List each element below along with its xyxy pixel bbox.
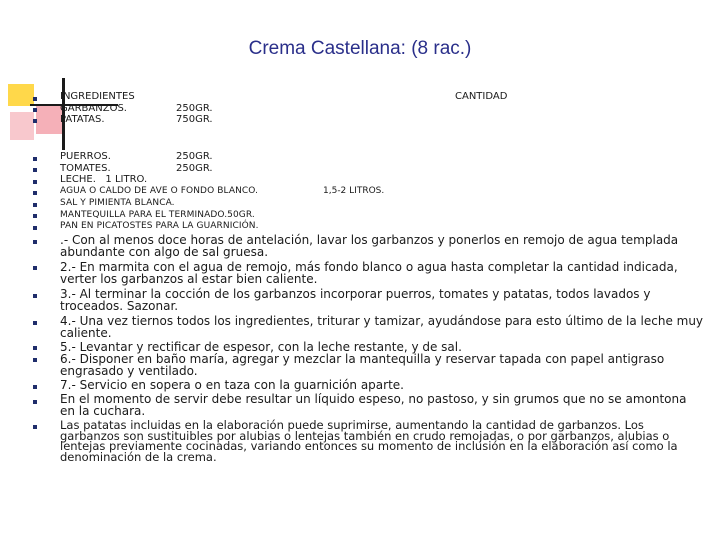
ingredient-qty: 750GR. xyxy=(176,114,213,125)
ingredient-name: PUERROS. xyxy=(60,151,111,162)
step-text: 4.- Una vez tiernos todos los ingredientes, triturar y tamizar, ayudándose para esto último de la leche muy caliente. xyxy=(60,314,704,340)
bullet-icon xyxy=(33,157,37,161)
bullet-icon xyxy=(33,203,37,207)
step-text: 6.- Disponer en baño maría, agregar y mezclar la mantequilla y reservar tapada con papel antigraso engrasado y ventilado. xyxy=(60,352,665,378)
document-title: Crema Castellana: (8 rac.) xyxy=(248,38,472,59)
bullet-icon xyxy=(33,97,37,101)
ingredient-name: AGUA O CALDO DE AVE O FONDO BLANCO. xyxy=(60,186,259,196)
bullet-icon xyxy=(33,346,37,350)
bullet-icon xyxy=(33,108,37,112)
bullet-icon xyxy=(33,119,37,123)
bullet-icon xyxy=(33,358,37,362)
quantity-header: CANTIDAD xyxy=(455,91,508,102)
step-text: 2.- En marmita con el agua de remojo, más fondo blanco o agua hasta completar la cantidad indicada, verter los garbanzos al estar bien caliente. xyxy=(60,260,678,286)
ingredient-qty: 250GR. xyxy=(176,163,213,174)
ingredient-qty: 1,5-2 LITROS. xyxy=(323,186,385,196)
bullet-icon xyxy=(33,294,37,298)
step-text: .- Con al menos doce horas de antelación, lavar los garbanzos y ponerlos en remojo de agua templada abundante con algo de sal gruesa. xyxy=(60,233,679,259)
step-text: 3.- Al terminar la cocción de los garbanzos incorporar puerros, tomates y patatas, todos lavados y troceados. Sazonar. xyxy=(60,287,651,313)
ingredient-name: PAN EN PICATOSTES PARA LA GUARNICIÓN. xyxy=(60,221,259,231)
bullet-icon xyxy=(33,400,37,404)
bullet-icon xyxy=(33,191,37,195)
decorative-square-yellow xyxy=(8,84,34,106)
ingredient-name: SAL Y PIMIENTA BLANCA. xyxy=(60,198,175,208)
bullet-icon xyxy=(33,385,37,389)
bullet-icon xyxy=(33,240,37,244)
bullet-icon xyxy=(33,226,37,230)
step-text: En el momento de servir debe resultar un líquido espeso, no pastoso, y sin grumos que no se amontona en la cuchara. xyxy=(60,392,687,418)
ingredient-name: TOMATES. xyxy=(60,163,111,174)
bullet-icon xyxy=(33,214,37,218)
bullet-icon xyxy=(33,321,37,325)
step-text: Las patatas incluidas en la elaboración puede suprimirse, aumentando la cantidad de garbanzos. Los garbanzos son sustituibles por alubias o lentejas también en crudo remojadas, o por garbanzos, alubias o lentejas previamente cocinadas, variando entonces su momento de inclusión en la elaboración así como la denominación de la crema. xyxy=(60,418,678,464)
bullet-icon xyxy=(33,266,37,270)
bullet-icon xyxy=(33,425,37,429)
ingredient-qty: 250GR. xyxy=(176,103,213,114)
ingredient-name: PATATAS. xyxy=(60,114,105,125)
step-text: 5.- Levantar y rectificar de espesor, con la leche restante, y de sal. xyxy=(60,340,462,354)
ingredient-qty: 250GR. xyxy=(176,151,213,162)
ingredient-name: MANTEQUILLA PARA EL TERMINADO.50GR. xyxy=(60,210,255,220)
decorative-square-pink-left xyxy=(10,112,34,140)
ingredient-name: LECHE. 1 LITRO. xyxy=(60,174,148,185)
ingredient-name: GARBANZOS. xyxy=(60,103,127,114)
step-text: 7.- Servicio en sopera o en taza con la guarnición aparte. xyxy=(60,378,404,392)
bullet-icon xyxy=(33,180,37,184)
bullet-icon xyxy=(33,168,37,172)
ingredients-header: INGREDIENTES xyxy=(60,91,135,102)
